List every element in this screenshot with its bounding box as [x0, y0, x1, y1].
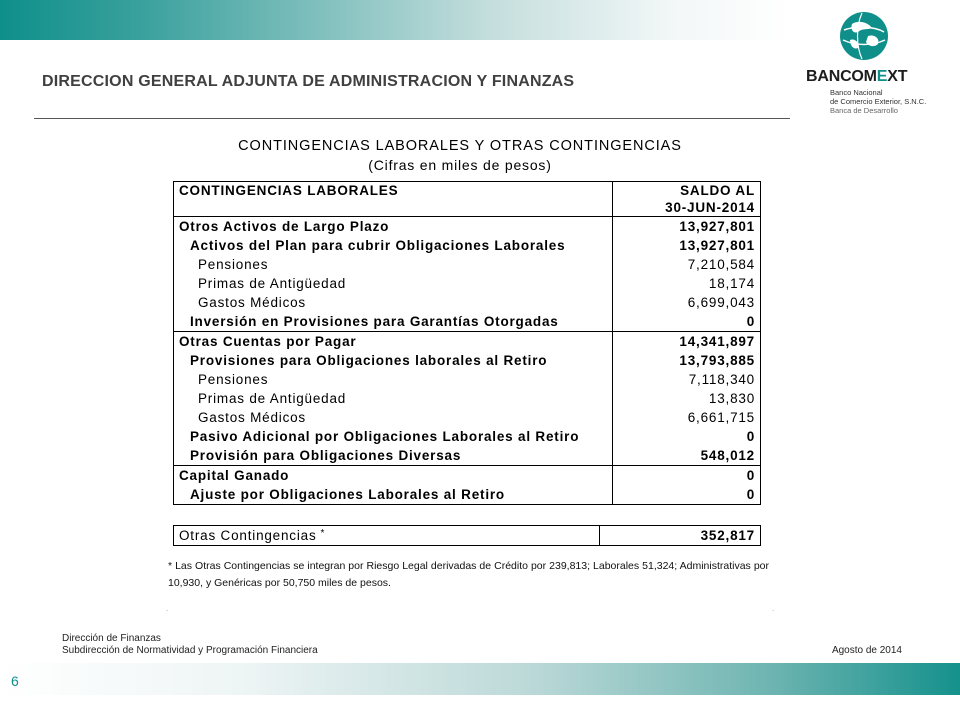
other-contingencies-label-cell: [174, 526, 600, 546]
table-row: [174, 293, 761, 312]
footer-date: Agosto de 2014: [831, 645, 902, 656]
table-row: [174, 466, 761, 486]
footer-department: [62, 633, 318, 657]
divider-dot-left: .: [166, 604, 169, 613]
row-label: Otras Cuentas por Pagar: [174, 332, 613, 352]
table-row: [174, 274, 761, 293]
row-value: 14,341,897: [612, 332, 760, 352]
table-row: [174, 370, 761, 389]
page-number: 6: [11, 673, 19, 689]
logo-wordmark-accent: E: [876, 68, 888, 85]
table-row: [174, 332, 761, 352]
row-label: Pensiones: [174, 255, 613, 274]
footnote-text: * Las Otras Contingencias se integran por Riesgo Legal derivadas de Crédito por 239,813; Laborales 51,324; Administrativas por 10,930, y Genéricas por 50,750 miles de pesos.: [168, 560, 769, 589]
column-header-date: 30-JUN-2014: [612, 199, 760, 217]
row-label: Primas de Antigüedad: [174, 389, 613, 408]
row-label: Ajuste por Obligaciones Laborales al Retiro: [174, 485, 613, 505]
row-label: Primas de Antigüedad: [174, 274, 613, 293]
row-value: 0: [612, 485, 760, 505]
row-value: 0: [612, 427, 760, 446]
table-row: [174, 312, 761, 332]
row-value: 13,830: [612, 389, 760, 408]
table-row: [174, 389, 761, 408]
table-row: [174, 526, 761, 546]
table-row: [174, 351, 761, 370]
table-row: [174, 408, 761, 427]
row-label: Pensiones: [174, 370, 613, 389]
column-header-concept: CONTINGENCIAS LABORALES: [174, 182, 613, 217]
footer-department-name: Dirección de Finanzas: [62, 633, 161, 644]
document-subtitle: (Cifras en miles de pesos): [368, 157, 552, 173]
table-row: [174, 217, 761, 237]
row-label: Gastos Médicos: [174, 408, 613, 427]
logo-wordmark-main: BANCOM: [806, 68, 877, 85]
footnote-marker: *: [320, 527, 326, 539]
document-title: CONTINGENCIAS LABORALES Y OTRAS CONTINGENCIAS: [238, 138, 682, 154]
logo-wordmark: [806, 68, 946, 86]
logo-subtitle: [830, 88, 950, 115]
page-header-title: DIRECCION GENERAL ADJUNTA DE ADMINISTRACION Y FINANZAS: [42, 73, 575, 90]
row-value: 6,699,043: [612, 293, 760, 312]
other-contingencies-value: 352,817: [600, 526, 761, 546]
row-label: Provisión para Obligaciones Diversas: [174, 446, 613, 466]
row-label: Otros Activos de Largo Plazo: [174, 217, 613, 237]
row-label: Provisiones para Obligaciones laborales al Retiro: [174, 351, 613, 370]
bancomext-logo: [806, 8, 946, 120]
header-gradient-band: [0, 0, 790, 40]
logo-wordmark-end: XT: [887, 68, 908, 85]
logo-line-2: de Comercio Exterior, S.N.C.: [830, 97, 927, 106]
row-value: 0: [612, 312, 760, 332]
other-contingencies-label: Otras Contingencias: [179, 527, 317, 543]
row-label: Gastos Médicos: [174, 293, 613, 312]
table-row: [174, 427, 761, 446]
row-value: 18,174: [612, 274, 760, 293]
globe-logo-icon: [838, 10, 890, 62]
row-value: 6,661,715: [612, 408, 760, 427]
logo-line-3: Banca de Desarrollo: [830, 106, 898, 115]
row-value: 0: [612, 466, 760, 486]
contingencies-table: [173, 181, 761, 505]
row-label: Pasivo Adicional por Obligaciones Laborales al Retiro: [174, 427, 613, 446]
divider-dot-right: .: [772, 604, 775, 613]
row-label: Activos del Plan para cubrir Obligaciones Laborales: [174, 236, 613, 255]
row-label: Inversión en Provisiones para Garantías Otorgadas: [174, 312, 613, 332]
footer-gradient-band: [0, 663, 960, 695]
table-row: [174, 255, 761, 274]
table-row: [174, 446, 761, 466]
row-value: 548,012: [612, 446, 760, 466]
header-divider: [34, 118, 790, 119]
other-contingencies-table: [173, 525, 761, 546]
row-value: 7,210,584: [612, 255, 760, 274]
table-row: [174, 236, 761, 255]
row-label: Capital Ganado: [174, 466, 613, 486]
row-value: 13,927,801: [612, 236, 760, 255]
row-value: 13,927,801: [612, 217, 760, 237]
row-value: 13,793,885: [612, 351, 760, 370]
logo-line-1: Banco Nacional: [830, 88, 883, 97]
table-row: [174, 485, 761, 505]
footer-subdepartment-name: Subdirección de Normatividad y Programación Financiera: [62, 645, 318, 656]
row-value: 7,118,340: [612, 370, 760, 389]
column-header-balance: SALDO AL: [612, 182, 760, 200]
